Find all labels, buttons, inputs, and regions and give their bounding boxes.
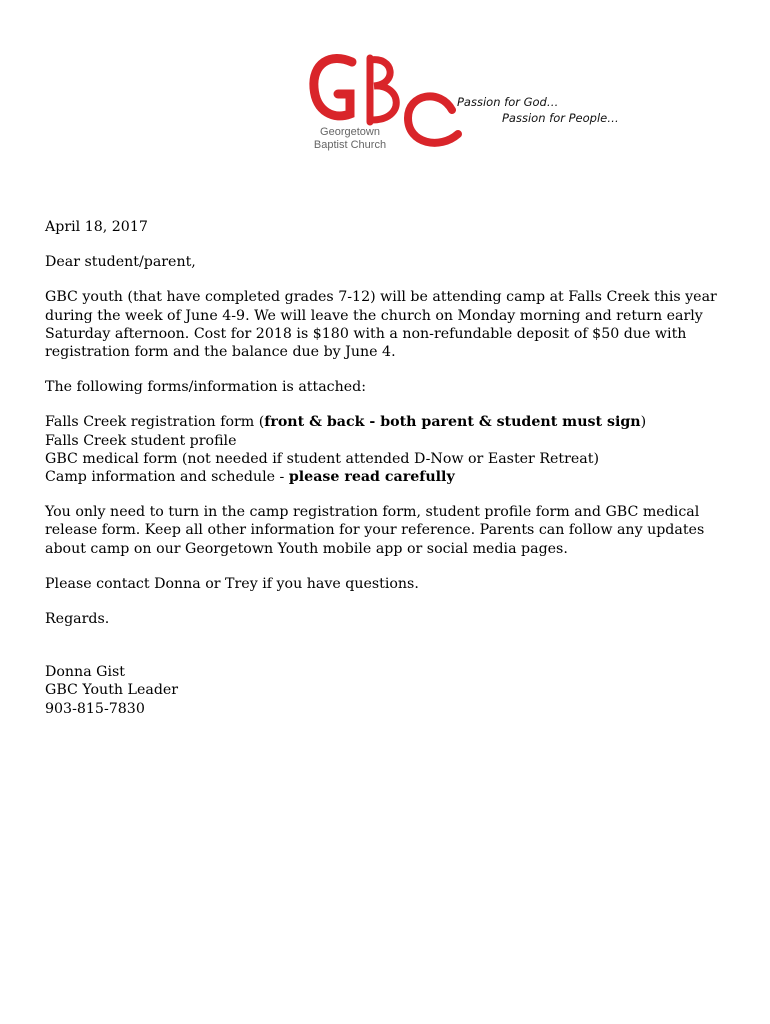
- salutation: Dear student/parent,: [45, 254, 196, 271]
- church-name: [295, 126, 405, 152]
- form-item-registration-text: Falls Creek registration form (: [45, 414, 265, 431]
- form-item-camp-info: [45, 468, 725, 486]
- church-name-line1: Georgetown: [320, 126, 380, 138]
- form-item-registration-close: ): [640, 414, 647, 431]
- signer-title: GBC Youth Leader: [45, 682, 179, 699]
- form-item-registration-note: front & back - both parent & student must sign: [264, 414, 641, 431]
- paragraph-instructions: You only need to turn in the camp registration form, student profile form and GBC medical release form. Keep all other information for your reference. Parents can follow any updates about camp on our Georgetown Youth mobile app or social media pages.: [45, 504, 705, 557]
- signer-name: Donna Gist: [45, 664, 126, 681]
- form-item-camp-info-text: Camp information and schedule -: [45, 469, 289, 486]
- form-item-profile: Falls Creek student profile: [45, 432, 237, 449]
- tagline-people: Passion for People…: [502, 111, 619, 125]
- paragraph-contact: Please contact Donna or Trey if you have questions.: [45, 575, 419, 592]
- church-name-line2: Baptist Church: [313, 139, 387, 151]
- forms-intro: The following forms/information is attached:: [45, 379, 366, 396]
- closing: Regards.: [45, 611, 110, 628]
- form-item-medical: GBC medical form (not needed if student attended D-Now or Easter Retreat): [45, 450, 599, 467]
- letter-body: [45, 218, 725, 718]
- signer-phone: 903-815-7830: [45, 700, 145, 717]
- paragraph-camp-details: GBC youth (that have completed grades 7-12) will be attending camp at Falls Creek this year during the week of June 4-9. We will leave the church on Monday morning and return early Saturday afternoon. Cost for 2018 is $180 with a non-refundable deposit of $50 due with registration form and the balance due by June 4.: [45, 289, 717, 361]
- form-item-camp-info-note: please read carefully: [288, 469, 455, 486]
- form-item-registration: [45, 413, 725, 431]
- tagline-god: Passion for God…: [457, 95, 559, 109]
- church-logo: [290, 50, 470, 160]
- letter-date: April 18, 2017: [45, 219, 148, 235]
